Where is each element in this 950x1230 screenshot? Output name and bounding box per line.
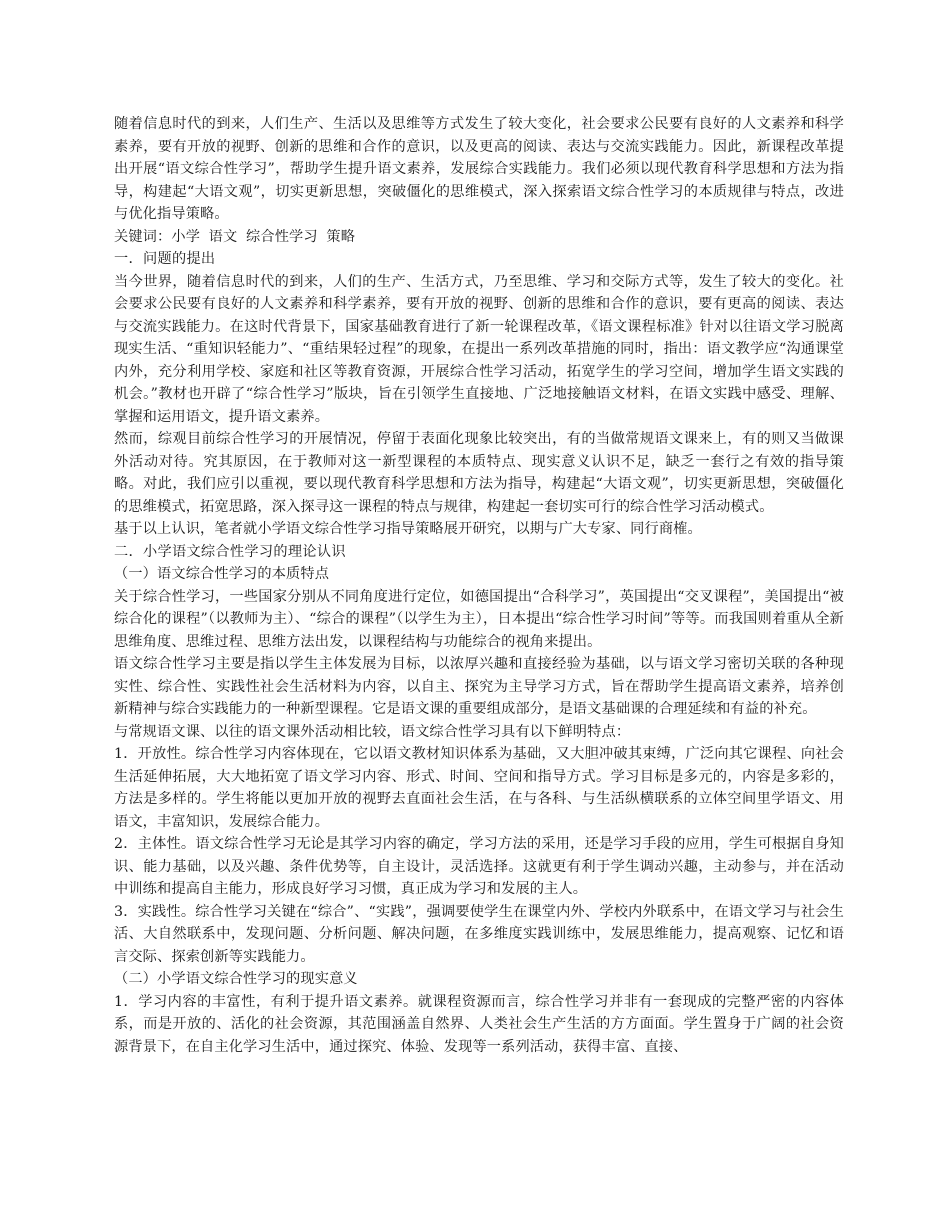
section-2-paragraph-1: 关于综合性学习，一些国家分别从不同角度进行定位，如德国提出“合科学习”，英国提出“交叉课程”，美国提出“被综合化的课程”（以教师为主）、“综合的课程”（以学生为主），日本提出“综合性学习时间”等等。而我国则着重从全新思维角度、思维过程、思维方法出发，以课程结构与功能综合的视角来提出。 bbox=[114, 588, 844, 650]
section-1-heading: 一．问题的提出 bbox=[114, 251, 216, 267]
abstract-paragraph: 随着信息时代的到来，人们生产、生活以及思维等方式发生了较大变化，社会要求公民要有良好的人文素养和科学素养，要有开放的视野、创新的思维和合作的意识，以及更高的阅读、表达与交流实践能力。因此，新课程改革提出开展“语文综合性学习”，帮助学生提升语文素养，发展综合实践能力。我们必须以现代教育科学思想和方法为指导，构建起“大语文观”，切实更新思想，突破僵化的思维模式，深入探索语文综合性学习的本质规律与特点，改进与优化指导策略。 bbox=[114, 116, 844, 222]
section-2-paragraph-2: 语文综合性学习主要是指以学生主体发展为目标，以浓厚兴趣和直接经验为基础，以与语文学习密切关联的各种现实性、综合性、实践性社会生活材料为内容，以自主、探究为主导学习方式，旨在帮助学生提高语文素养，培养创新精神与综合实践能力的一种新型课程。它是语文课的重要组成部分，是语文基础课的合理延续和有益的补充。 bbox=[114, 656, 844, 717]
keywords-line: 关键词：小学 语文 综合性学习 策略 bbox=[114, 228, 356, 245]
section-2-heading: 二．小学语文综合性学习的理论认识 bbox=[114, 543, 346, 560]
section-1-paragraph-3: 基于以上认识，笔者就小学语文综合性学习指导策略展开研究，以期与广大专家、同行商榷。 bbox=[114, 521, 702, 537]
section-1-paragraph-1: 当今世界，随着信息时代的到来，人们的生产、生活方式，乃至思维、学习和交际方式等，发生了较大的变化。社会要求公民要有良好的人文素养和科学素养，要有开放的视野、创新的思维和合作的意识，要有更高的阅读、表达与交流实践能力。在这时代背景下，国家基础教育进行了新一轮课程改革，《语文课程标准》针对以往语文学习脱离现实生活、“重知识轻能力”、“重结果轻过程”的现象，在提出一系列改革措施的同时，指出：语文教学应“沟通课堂内外，充分利用学校、家庭和社区等教育资源，开展综合性学习活动，拓宽学生的学习空间，增加学生语文实践的机会。”教材也开辟了“综合性学习”版块，旨在引领学生直接地、广泛地接触语文材料，在语文实践中感受、理解、掌握和运用语文，提升语文素养。 bbox=[114, 273, 844, 425]
significance-item-1: 1．学习内容的丰富性，有利于提升语文素养。就课程资源而言，综合性学习并非有一套现成的完整严密的内容体系，而是开放的、活化的社会资源，其范围涵盖自然界、人类社会生产生活的方方面面。学生置身于广阔的社会资源背景下，在自主化学习生活中，通过探究、体验、发现等一系列活动，获得丰富、直接、 bbox=[114, 993, 844, 1055]
feature-item-subjectivity: 2．主体性。语文综合性学习无论是其学习内容的确定，学习方法的采用，还是学习手段的应用，学生可根据自身知识、能力基础，以及兴趣、条件优势等，自主设计，灵活选择。这就更有利于学生调动兴趣，主动参与，并在活动中训练和提高自主能力，形成良好学习习惯，真正成为学习和发展的主人。 bbox=[114, 836, 844, 897]
section-2-paragraph-3: 与常规语文课、以往的语文课外活动相比较，语文综合性学习具有以下鲜明特点： bbox=[114, 723, 631, 740]
subsection-2-heading: （二）小学语文综合性学习的现实意义 bbox=[114, 971, 358, 987]
section-1-paragraph-2: 然而，综观目前综合性学习的开展情况，停留于表面化现象比较突出，有的当做常规语文课来上，有的则又当做课外活动对待。究其原因，在于教师对这一新型课程的本质特点、现实意义认识不足，缺乏一套行之有效的指导策略。对此，我们应引以重视，要以现代教育科学思想和方法为指导，构建起“大语文观”，切实更新思想，突破僵化的思维模式，拓宽思路，深入探寻这一课程的特点与规律，构建起一套切实可行的综合性学习活动模式。 bbox=[114, 431, 844, 515]
feature-item-openness: 1．开放性。综合性学习内容体现在，它以语文教材知识体系为基础，又大胆冲破其束缚，广泛向其它课程、向社会生活延伸拓展，大大地拓宽了语文学习内容、形式、时间、空间和指导方式。学习目标是多元的，内容是多彩的，方法是多样的。学生将能以更加开放的视野去直面社会生活，在与各科、与生活纵横联系的立体空间里学语文、用语文，丰富知识，发展综合能力。 bbox=[114, 746, 844, 830]
subsection-1-heading: （一）语文综合性学习的本质特点 bbox=[114, 566, 330, 582]
feature-item-practicality: 3．实践性。综合性学习关键在“综合”、“实践”，强调要使学生在课堂内外、学校内外联系中，在语文学习与社会生活、大自然联系中，发现问题、分析问题、解决问题，在多维度实践训练中，发展思维能力，提高观察、记忆和语言交际、探索创新等实践能力。 bbox=[114, 903, 844, 965]
document-body bbox=[114, 113, 844, 1058]
